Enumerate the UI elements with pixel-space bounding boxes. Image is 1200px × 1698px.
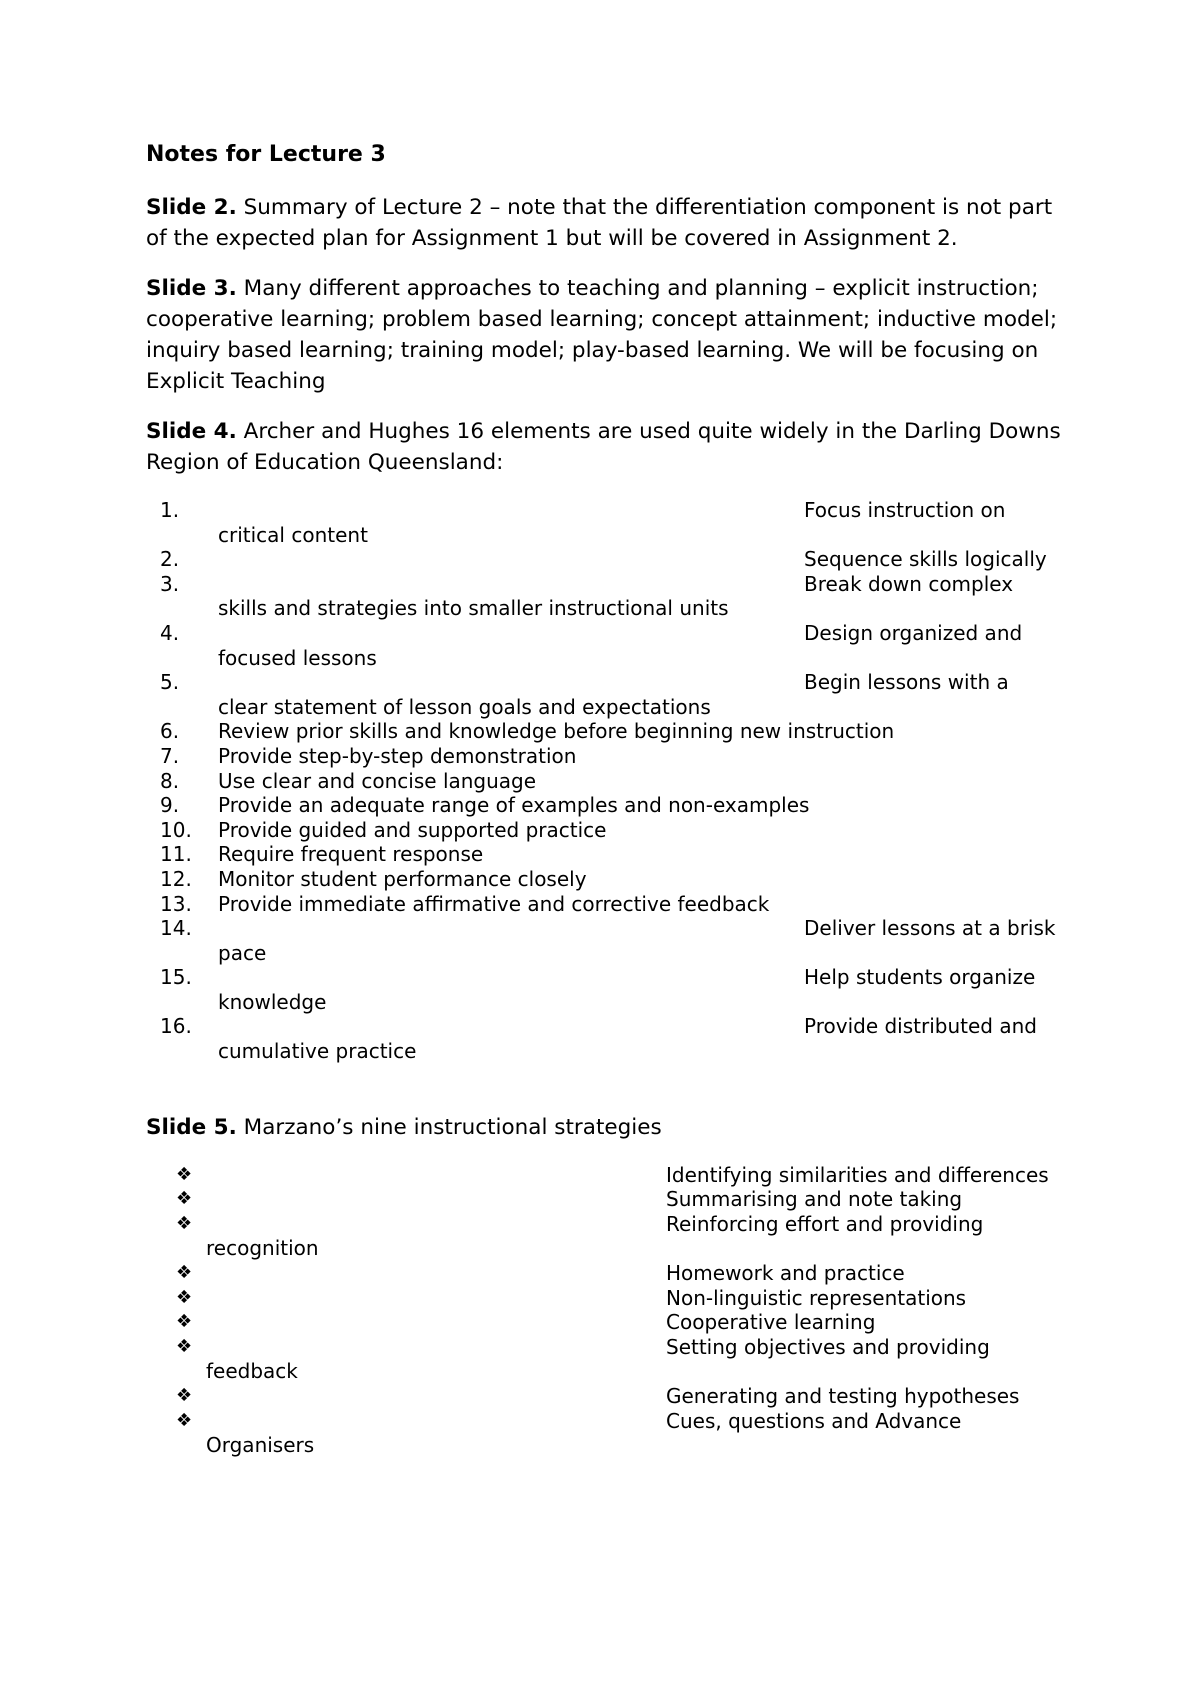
title-text: Notes for Lecture 3: [146, 142, 386, 167]
list-item: [146, 1384, 1066, 1409]
list-item-continuation: recognition: [206, 1236, 319, 1261]
list-item: [146, 1187, 1066, 1212]
list-item: [146, 1261, 1066, 1286]
list-number: 1.: [160, 498, 180, 522]
list-number: 13.: [160, 891, 192, 916]
list-item-text: Generating and testing hypotheses: [666, 1384, 1020, 1408]
slide-2-paragraph: [146, 192, 1066, 254]
list-item-text: Design organized and: [804, 620, 1023, 645]
slide-3-paragraph: [146, 273, 1066, 397]
list-item-continuation: pace: [218, 940, 267, 965]
list-item: [146, 867, 1066, 892]
list-number: 6.: [160, 719, 180, 744]
slide-3-label: Slide 3.: [146, 276, 237, 301]
list-item: [146, 1286, 1066, 1311]
list-item: [146, 744, 1066, 769]
slide-2-text: Summary of Lecture 2 – note that the differentiation component is not part of the expected plan for Assignment 1 but will be covered in Assignment 2.: [146, 195, 1053, 251]
slide-5-label: Slide 5.: [146, 1114, 237, 1140]
page-title: [146, 140, 1066, 170]
list-item: [146, 892, 1066, 917]
list-item-text: Provide step-by-step demonstration: [218, 743, 577, 768]
list-item-continuation: critical content: [218, 522, 368, 547]
list-item-text: Help students organize: [804, 965, 1036, 990]
list-item-text: Require frequent response: [218, 842, 484, 867]
list-item: [146, 1409, 1066, 1458]
diamond-bullet-icon: ❖: [176, 1409, 193, 1431]
document-page: [146, 140, 1066, 1458]
list-item-text: Setting objectives and providing: [666, 1334, 990, 1359]
slide-3-text: Many different approaches to teaching and planning – explicit instruction; cooperative learning; problem based learning; concept attainment; inductive model; inquiry based learning; training model; play-based learning. We will be focusing on Explicit Teaching: [146, 276, 1058, 394]
list-item: [146, 621, 1066, 670]
list-number: 9.: [160, 793, 180, 818]
list-item: [146, 670, 1066, 719]
list-item: [146, 498, 1066, 547]
diamond-bullet-icon: ❖: [176, 1311, 193, 1333]
list-item-text: Review prior skills and knowledge before beginning new instruction: [218, 719, 895, 744]
slide-5-paragraph: [146, 1112, 1066, 1143]
list-number: 8.: [160, 768, 180, 793]
list-item: [146, 1335, 1066, 1384]
list-number: 16.: [160, 1014, 192, 1039]
list-item: [146, 1310, 1066, 1335]
diamond-bullet-icon: ❖: [176, 1212, 193, 1234]
list-item: [146, 1212, 1066, 1261]
list-item: [146, 842, 1066, 867]
list-item-text: Identifying similarities and differences: [666, 1162, 1049, 1187]
diamond-bullet-icon: ❖: [176, 1163, 193, 1185]
list-item: [146, 793, 1066, 818]
list-item: [146, 965, 1066, 1014]
archer-hughes-elements-list: [146, 498, 1066, 1064]
slide-4-paragraph: [146, 416, 1066, 478]
list-number: 11.: [160, 842, 192, 867]
list-item: [146, 547, 1066, 572]
list-item-text: Reinforcing effort and providing: [666, 1211, 984, 1236]
diamond-bullet-icon: ❖: [176, 1188, 193, 1210]
list-item-continuation: Organisers: [206, 1433, 315, 1458]
list-item-text: Provide an adequate range of examples and non-examples: [218, 793, 810, 818]
slide-4-label: Slide 4.: [146, 419, 237, 444]
list-item-text: Summarising and note taking: [666, 1187, 963, 1212]
list-item-text: Focus instruction on: [804, 498, 1006, 522]
list-item-text: Provide guided and supported practice: [218, 817, 607, 842]
list-item: [146, 572, 1066, 621]
list-number: 14.: [160, 916, 192, 941]
list-item-text: Sequence skills logically: [804, 547, 1047, 572]
list-item-text: Homework and practice: [666, 1261, 905, 1286]
list-number: 5.: [160, 670, 180, 695]
list-number: 12.: [160, 866, 192, 891]
list-number: 10.: [160, 817, 192, 842]
list-number: 15.: [160, 965, 192, 990]
list-item-text: Provide distributed and: [804, 1014, 1037, 1039]
slide-5-text: Marzano’s nine instructional strategies: [236, 1114, 662, 1140]
list-item-text: Non-linguistic representations: [666, 1285, 967, 1310]
diamond-bullet-icon: ❖: [176, 1335, 193, 1357]
list-item-continuation: focused lessons: [218, 645, 377, 670]
list-item-text: Break down complex: [804, 571, 1014, 596]
slide-2-label: Slide 2.: [146, 195, 237, 220]
diamond-bullet-icon: ❖: [176, 1385, 193, 1406]
list-item-continuation: skills and strategies into smaller instructional units: [218, 596, 729, 621]
list-item-continuation: cumulative practice: [218, 1039, 417, 1064]
list-item: [146, 719, 1066, 744]
diamond-bullet-icon: ❖: [176, 1286, 193, 1308]
list-item-continuation: knowledge: [218, 989, 327, 1014]
list-item-text: Deliver lessons at a brisk: [804, 916, 1056, 941]
list-item-text: Provide immediate affirmative and corrective feedback: [218, 891, 770, 916]
list-item-text: Begin lessons with a: [804, 670, 1009, 695]
list-item-text: Monitor student performance closely: [218, 866, 587, 891]
list-number: 2.: [160, 547, 180, 572]
diamond-bullet-icon: ❖: [176, 1262, 193, 1284]
list-item-text: Cooperative learning: [666, 1310, 876, 1335]
marzano-strategies-list: [146, 1163, 1066, 1458]
list-item: [146, 1163, 1066, 1188]
list-item: [146, 1014, 1066, 1063]
list-item: [146, 916, 1066, 965]
list-item-continuation: clear statement of lesson goals and expectations: [218, 694, 711, 719]
slide-4-text: Archer and Hughes 16 elements are used quite widely in the Darling Downs Region of Education Queensland:: [146, 419, 1061, 475]
list-item-continuation: feedback: [206, 1359, 298, 1384]
list-item-text: Use clear and concise language: [218, 768, 537, 793]
list-item: [146, 818, 1066, 843]
list-number: 3.: [160, 571, 180, 596]
list-number: 7.: [160, 743, 180, 768]
list-item: [146, 769, 1066, 794]
list-item-text: Cues, questions and Advance: [666, 1408, 962, 1433]
list-number: 4.: [160, 620, 180, 645]
